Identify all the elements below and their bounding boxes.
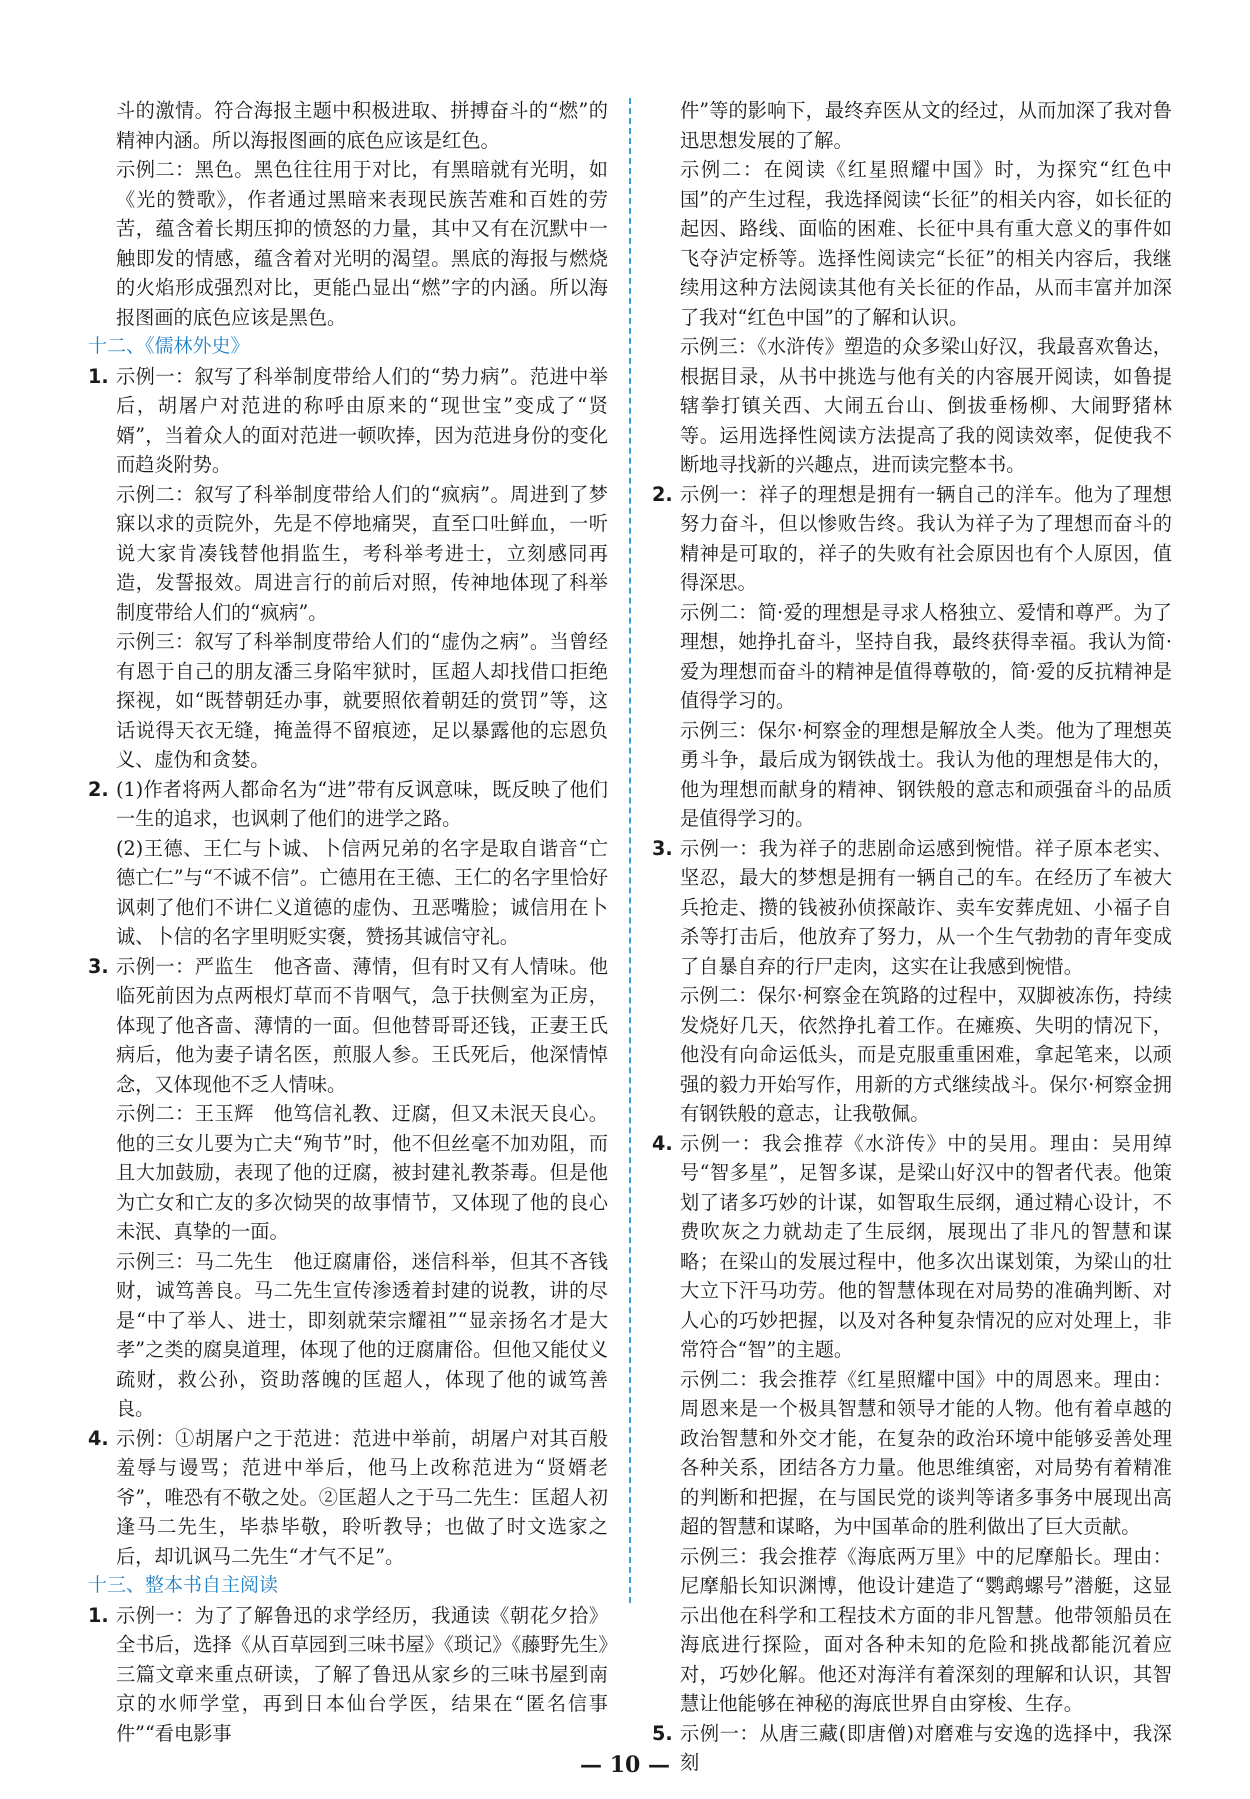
- item-number: 5.: [652, 1721, 673, 1745]
- answer-item: [652, 480, 1172, 598]
- answer-paragraph: 斗的激情。符合海报主题中积极进取、拼搏奋斗的“燃”的精神内涵。所以海报图画的底色应该是红色。: [116, 99, 608, 152]
- answer-paragraph: 示例二：王玉辉 他笃信礼教、迂腐，但又未泯天良心。他的三女儿要为亡夫“殉节”时，他不但丝毫不加劝阻，而且大加鼓励，表现了他的迂腐，被封建礼教荼毒。但是他为亡女和亡友的多次恸哭的故事情节，又体现了他的良心未泯、真挚的一面。: [116, 1102, 608, 1243]
- answer-paragraph: 示例二：简·爱的理想是寻求人格独立、爱情和尊严。为了理想，她挣扎奋斗，坚持自我，最终获得幸福。我认为简·爱为理想而奋斗的精神是值得尊敬的，简·爱的反抗精神是值得学习的。: [680, 600, 1172, 712]
- answer-item: [88, 1601, 608, 1749]
- answer-item: [652, 834, 1172, 982]
- page-number: — 10 —: [580, 1752, 670, 1778]
- answer-paragraph: 示例二：保尔·柯察金在筑路的过程中，双脚被冻伤，持续发烧好几天，依然挣扎着工作。在瘫痪、失明的情况下，他没有向命运低头，而是克服重重困难，拿起笔来，以顽强的毅力开始写作，用新的方式继续战斗。保尔·柯察金拥有钢铁般的意志，让我敬佩。: [680, 984, 1172, 1125]
- item-number: 1.: [88, 364, 109, 388]
- answer-paragraph: (2)王德、王仁与卜诚、卜信两兄弟的名字是取自谐音“亡德亡仁”与“不诚不信”。亡德用在王德、王仁的名字里恰好讽刺了他们不讲仁义道德的虚伪、丑恶嘴脸；诚信用在卜诚、卜信的名字里明贬实褒，赞扬其诚信守礼。: [116, 836, 608, 948]
- item-text: 示例一：叙写了科举制度带给人们的“势力病”。范进中举后，胡屠户对范进的称呼由原来的“现世宝”变成了“贤婿”，当着众人的面对范进一顿吹捧，因为范进身份的变化而趋炎附势。: [116, 364, 608, 476]
- item-text: 示例一：祥子的理想是拥有一辆自己的洋车。他为了理想努力奋斗，但以惨败告终。我认为祥子为了理想而奋斗的精神是可取的，祥子的失败有社会原因也有个人原因，值得深思。: [680, 482, 1172, 594]
- answer-item: [88, 1424, 608, 1572]
- item-text: 示例一：我为祥子的悲剧命运感到惋惜。祥子原本老实、坚忍，最大的梦想是拥有一辆自己的车。在经历了车被大兵抢走、攒的钱被孙侦探敲诈、卖车安葬虎妞、小福子自杀等打击后，他放弃了努力，从一个生气勃勃的青年变成了自暴自弃的行尸走肉，这实在让我感到惋惜。: [680, 836, 1172, 978]
- answer-paragraph: 示例三：马二先生 他迂腐庸俗，迷信科举，但其不吝钱财，诚笃善良。马二先生宣传渗透着封建的说教，讲的尽是“中了举人、进士，即刻就荣宗耀祖”“显亲扬名才是大孝”之类的腐臭道理，体现了他的迂腐庸俗。但他又能仗义疏财，救公孙，资助落魄的匡超人，体现了他的诚笃善良。: [116, 1249, 608, 1420]
- answer-item: [88, 952, 608, 1100]
- left-column: [88, 96, 608, 1748]
- item-number: 3.: [652, 836, 673, 860]
- answer-item: [88, 775, 608, 834]
- item-text: 示例一：严监生 他吝啬、薄情，但有时又有人情味。他临死前因为点两根灯草而不肯咽气，急于扶侧室为正房，体现了他吝啬、薄情的一面。但他替哥哥还钱，正妻王氏病后，他为妻子请名医，煎服人参。王氏死后，他深情悼念，又体现他不乏人情味。: [116, 954, 608, 1096]
- section-heading: 十二、《儒林外史》: [88, 335, 250, 357]
- item-number: 4.: [88, 1426, 109, 1450]
- item-number: 2.: [88, 777, 109, 801]
- answer-paragraph: 示例二：黑色。黑色往往用于对比，有黑暗就有光明，如《光的赞歌》，作者通过黑暗来表现民族苦难和百姓的劳苦，蕴含着长期压抑的愤怒的力量，其中又有在沉默中一触即发的情感，蕴含着对光明的渴望。黑底的海报与燃烧的火焰形成强烈对比，更能凸显出“燃”字的内涵。所以海报图画的底色应该是黑色。: [116, 158, 608, 329]
- answer-paragraph: 示例二：在阅读《红星照耀中国》时，为探究“红色中国”的产生过程，我选择阅读“长征”的相关内容，如长征的起因、路线、面临的困难、长征中具有重大意义的事件如飞夺泸定桥等。选择性阅读完“长征”的相关内容后，我继续用这种方法阅读其他有关长征的作品，从而丰富并加深了我对“红色中国”的了解和认识。: [680, 158, 1172, 329]
- answer-paragraph: 示例二：我会推荐《红星照耀中国》中的周恩来。理由：周恩来是一个极具智慧和领导才能的人物。他有着卓越的政治智慧和外交才能，在复杂的政治环境中能够妥善处理各种关系，团结各方力量。他思维缜密，对局势有着精准的判断和把握，在与国民党的谈判等诸多事务中展现出高超的智慧和谋略，为中国革命的胜利做出了巨大贡献。: [680, 1367, 1172, 1538]
- item-number: 4.: [652, 1131, 673, 1155]
- item-text: 示例：①胡屠户之于范进：范进中举前，胡屠户对其百般羞辱与谩骂；范进中举后，他马上改称范进为“贤婿老爷”，唯恐有不敬之处。②匡超人之于马二先生：匡超人初逢马二先生，毕恭毕敬，聆听教导；也做了时文选家之后，却讥讽马二先生“才气不足”。: [116, 1426, 608, 1568]
- answer-paragraph: 示例三：叙写了科举制度带给人们的“虚伪之病”。当曾经有恩于自己的朋友潘三身陷牢狱时，匡超人却找借口拒绝探视，如“既替朝廷办事，就要照依着朝廷的赏罚”等，这话说得天衣无缝，掩盖得不留痕迹，足以暴露他的忘恩负义、虚伪和贪婪。: [116, 630, 608, 771]
- answer-paragraph: 示例二：叙写了科举制度带给人们的“疯病”。周进到了梦寐以求的贡院外，先是不停地痛哭，直至口吐鲜血，一听说大家肯凑钱替他捐监生，考科举考进士，立刻感同再造，发誓报效。周进言行的前后对照，传神地体现了科举制度带给人们的“疯病”。: [116, 482, 608, 624]
- column-divider: [629, 98, 631, 1603]
- answer-paragraph: 示例三：保尔·柯察金的理想是解放全人类。他为了理想英勇斗争，最后成为钢铁战士。我认为他的理想是伟大的，他为理想而献身的精神、钢铁般的意志和顽强奋斗的品质是值得学习的。: [680, 718, 1172, 830]
- item-number: 3.: [88, 954, 109, 978]
- answer-item: [88, 362, 608, 480]
- right-column: [652, 96, 1172, 1778]
- item-text: 示例一：从唐三藏(即唐僧)对磨难与安逸的选择中，我深刻: [680, 1721, 1172, 1774]
- answer-paragraph: 示例三：我会推荐《海底两万里》中的尼摩船长。理由：尼摩船长知识渊博，他设计建造了“鹦鹉螺号”潜艇，这显示出他在科学和工程技术方面的非凡智慧。他带领船员在海底进行探险，面对各种未知的危险和挑战都能沉着应对，巧妙化解。他还对海洋有着深刻的理解和认识，其智慧让他能够在神秘的海底世界自由穿梭、生存。: [680, 1544, 1172, 1715]
- section-heading: 十三、整本书自主阅读: [88, 1574, 279, 1596]
- item-text: 示例一：我会推荐《水浒传》中的吴用。理由：吴用绰号“智多星”，足智多谋，是梁山好汉中的智者代表。他策划了诸多巧妙的计谋，如智取生辰纲，通过精心设计，不费吹灰之力就劫走了生辰纲，展现出了非凡的智慧和谋略；在梁山的发展过程中，他多次出谋划策，为梁山的壮大立下汗马功劳。他的智慧体现在对局势的准确判断、对人心的巧妙把握，以及对各种复杂情况的应对处理上，非常符合“智”的主题。: [680, 1131, 1172, 1361]
- answer-item: [652, 1129, 1172, 1365]
- item-text: (1)作者将两人都命名为“进”带有反讽意味，既反映了他们一生的追求，也讽刺了他们的进学之路。: [116, 777, 608, 830]
- item-number: 2.: [652, 482, 673, 506]
- answer-paragraph: 件”等的影响下，最终弃医从文的经过，从而加深了我对鲁迅思想发展的了解。: [680, 99, 1172, 152]
- item-text: 示例一：为了了解鲁迅的求学经历，我通读《朝花夕拾》全书后，选择《从百草园到三味书屋》《琐记》《藤野先生》三篇文章来重点研读，了解了鲁迅从家乡的三味书屋到南京的水师学堂，再到日本仙台学医，结果在“匿名信事件”“看电影事: [116, 1603, 608, 1745]
- answer-paragraph: 示例三：《水浒传》塑造的众多梁山好汉，我最喜欢鲁达，根据目录，从书中挑选与他有关的内容展开阅读，如鲁提辖拳打镇关西、大闹五台山、倒拔垂杨柳、大闹野猪林等。运用选择性阅读方法提高了我的阅读效率，促使我不断地寻找新的兴趣点，进而读完整本书。: [680, 335, 1172, 476]
- item-number: 1.: [88, 1603, 109, 1627]
